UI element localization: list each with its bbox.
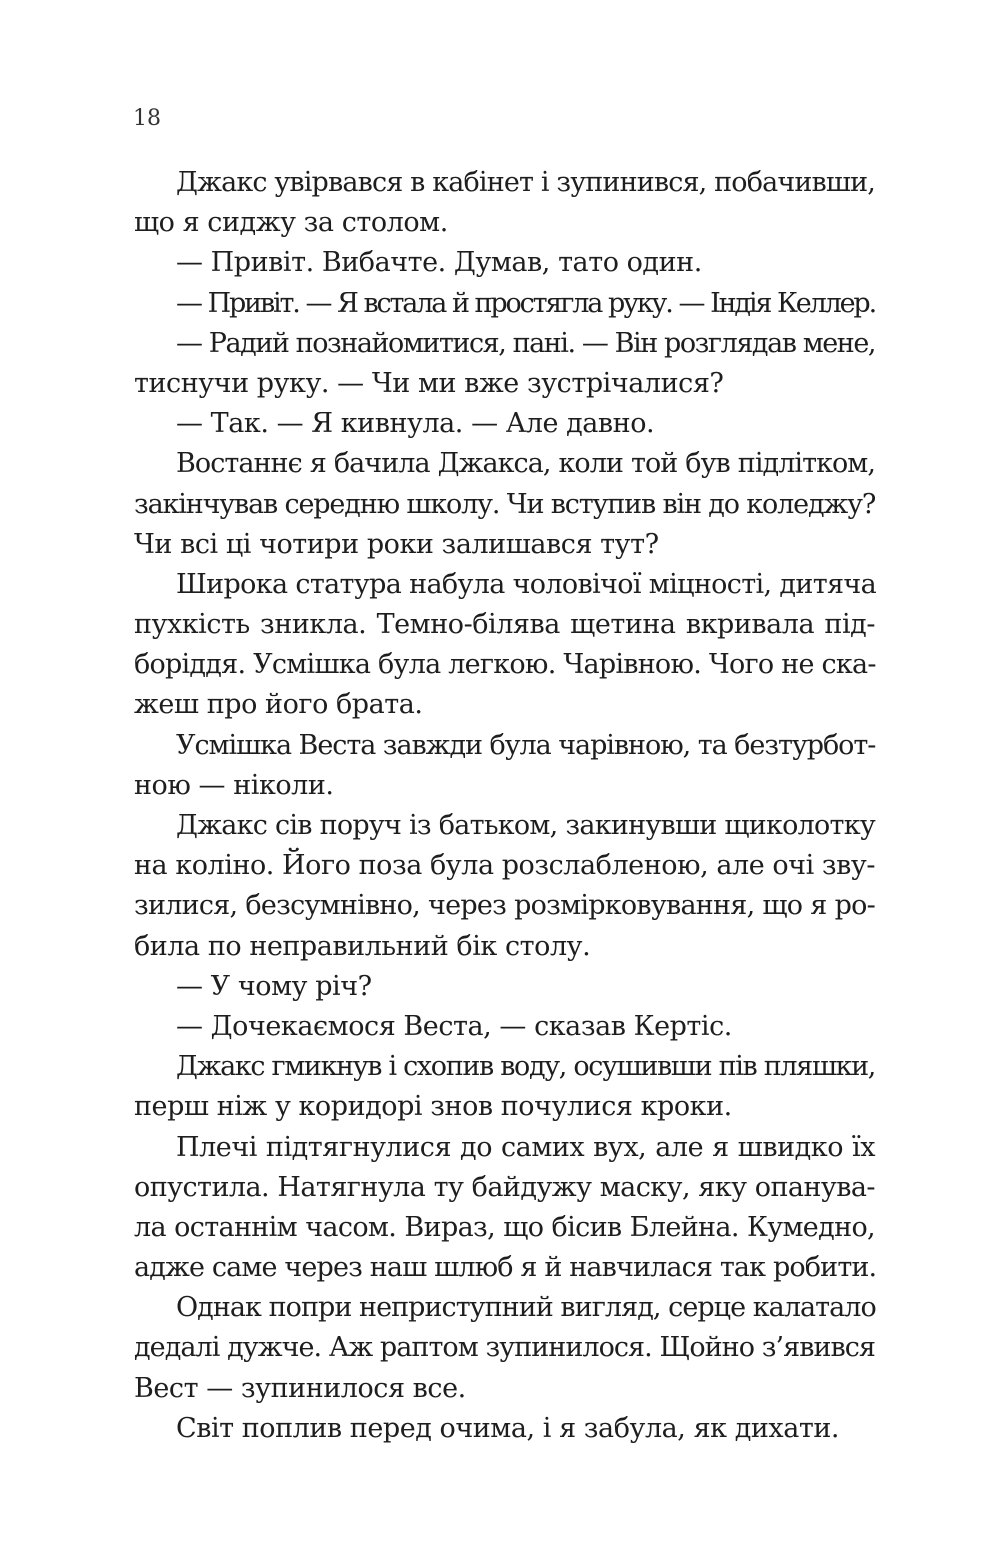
text-line: Джакс увірвався в кабінет і зупинився, побачивши, (176, 167, 875, 198)
text-line: дедалі дужче. Аж раптом зупинилося. Щойно з’явився (134, 1332, 875, 1364)
text-line: адже саме через наш шлюб я й навчилася так робити. (134, 1252, 877, 1284)
text-line: пухкість зникла. Темно-білява щетина вкривала під- (134, 609, 875, 641)
page-number: 18 (133, 106, 161, 131)
text-line: Вест — зупинилося все. (134, 1372, 466, 1404)
text-line: жеш про його брата. (134, 689, 423, 721)
text-line: Світ поплив перед очима, і я забула, як дихати. (176, 1412, 840, 1444)
text-line: перш ніж у коридорі знов почулися кроки. (134, 1091, 732, 1123)
text-line: била по неправильний бік столу. (134, 930, 591, 962)
text-line: зилися, безсумнівно, через розмірковування, що я ро- (134, 890, 875, 922)
text-line: боріддя. Усмішка була легкою. Чарівною. Чого не ска- (134, 649, 876, 681)
text-line: — Так. — Я кивнула. — Але давно. (176, 408, 655, 440)
text-line: опустила. Натягнула ту байдужу маску, яку опанува- (134, 1171, 875, 1203)
text-line: — У чому річ? (176, 970, 372, 1002)
text-line: Чи всі ці чотири роки залишався тут? (134, 528, 659, 560)
text-line: — Привіт. — Я встала й простягла руку. — Індія Келлер. (176, 287, 875, 319)
text-line: — Привіт. Вибачте. Думав, тато один. (176, 247, 702, 279)
text-line: ла останнім часом. Вираз, що бісив Блейна. Кумедно, (134, 1211, 875, 1243)
text-line: Востаннє я бачила Джакса, коли той був підлітком, (176, 448, 875, 480)
text-line: Джакс гмикнув і схопив воду, осушивши пів пляшки, (176, 1051, 875, 1083)
text-line: Плечі підтягнулися до самих вух, але я швидко їх (176, 1131, 875, 1163)
text-line: ною — ніколи. (134, 769, 334, 801)
text-line: Усмішка Веста завжди була чарівною, та безтурбот- (176, 729, 876, 761)
text-line: Джакс сів поруч із батьком, закинувши щиколотку (176, 810, 875, 841)
body-text (134, 163, 875, 1449)
text-line: Однак попри неприступний вигляд, серце калатало (176, 1292, 876, 1324)
text-line: — Дочекаємося Веста, — сказав Кертіс. (176, 1010, 732, 1042)
text-line: — Радий познайомитися, пані. — Він розглядав мене, (176, 327, 875, 359)
text-line: тиснучи руку. — Чи ми вже зустрічалися? (134, 367, 724, 399)
text-line: на коліно. Його поза була розслабленою, але очі зву- (134, 850, 876, 882)
text-line: Широка статура набула чоловічої міцності, дитяча (176, 568, 877, 600)
text-line: закінчував середню школу. Чи вступив він до коледжу? (134, 488, 876, 520)
text-line: що я сиджу за столом. (134, 207, 448, 239)
